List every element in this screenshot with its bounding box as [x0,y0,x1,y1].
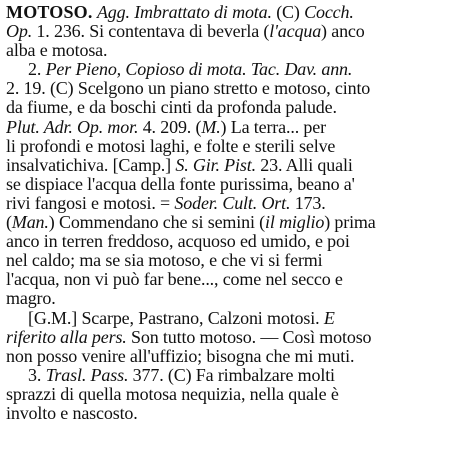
entry-line [6,79,468,98]
italic-text: Plut. Adr. Op. mor. [6,117,139,137]
entry-line [6,213,468,232]
italic-text: il miglio [265,213,325,233]
italic-text: Cocch. [304,3,354,22]
italic-text: E [323,308,335,328]
text-segment: 2. 19. (C) Scelgono un piano stretto e motoso, cinto [6,79,371,99]
text-segment: ) prima [324,213,376,233]
italic-text: M. [201,117,221,137]
text-segment: da fiume, e da boschi cinti da profonda palude. [6,98,337,118]
text-segment: alba e motosa. [6,41,108,61]
italic-text: Man. [11,213,49,233]
italic-text: Op. [6,22,33,42]
text-segment: ) La terra... per [220,117,326,137]
text-segment: 3. [28,365,46,385]
text-segment: ) anco [321,22,365,42]
text-segment: 173. [290,193,326,213]
italic-text: Soder. Cult. Ort. [174,193,291,213]
italic-text: Per Pieno, Copioso di mota. Tac. Dav. ann. [45,60,353,80]
entry-line [6,309,468,328]
text-segment: li profondi e motosi laghi, e folte e sterili selve [6,136,336,156]
entry-line [6,41,468,60]
text-segment: nel caldo; ma se sia motoso, e che vi si fermi [6,251,323,271]
entry-line [6,3,468,22]
entry-line [6,385,468,404]
entry-text [6,3,468,423]
entry-line [6,137,468,156]
entry-line [6,289,468,308]
text-segment: l'acqua, non vi può far bene..., come nel secco e [6,270,343,290]
entry-line [6,175,468,194]
entry-line [6,232,468,251]
text-segment: magro. [6,289,56,309]
entry-line [6,404,468,423]
text-segment: anco in terren freddoso, acquoso ed umido, e poi [6,232,350,252]
italic-text: l'acqua [269,22,322,42]
text-segment: sprazzi di quella motosa nequizia, nella quale è [6,384,339,404]
text-segment: 2. [28,60,46,80]
italic-text: Agg. Imbrattato di mota. [96,3,272,22]
entry-line [6,251,468,270]
text-segment: 1. 236. Si contentava di beverla ( [32,22,270,42]
entry-line [6,270,468,289]
italic-text: Trasl. Pass. [45,365,129,385]
entry-line [6,118,468,137]
text-segment: 4. 209. ( [138,117,202,137]
entry-line [6,156,468,175]
text-segment: insalvatichiva. [Camp.] [6,155,176,175]
text-segment: non posso venire all'uffizio; bisogna che mi muti. [6,346,355,366]
text-segment: 377. (C) Fa rimbalzare molti [128,365,335,385]
entry-line [6,98,468,117]
text-segment: ) Commendano che si semini ( [48,213,266,233]
headword: MOTOSO. [6,3,93,22]
italic-text: riferito alla pers. [6,327,127,347]
text-segment: 23. Alli quali [255,155,353,175]
entry-line [6,22,468,41]
entry-line [6,328,468,347]
text-segment: involto e nascosto. [6,403,138,423]
text-segment: Son tutto motoso. — Così motoso [126,327,372,347]
text-segment: rivi fangosi e motosi. = [6,193,175,213]
text-segment: (C) [271,3,305,22]
entry-line [6,366,468,385]
text-segment: [G.M.] Scarpe, Pastrano, Calzoni motosi. [28,308,324,328]
entry-line [6,347,468,366]
italic-text: S. Gir. Pist. [175,155,256,175]
text-segment: se dispiace l'acqua della fonte purissima, beano a' [6,174,355,194]
text-segment: ( [6,213,12,233]
entry-line [6,194,468,213]
entry-line [6,60,468,79]
